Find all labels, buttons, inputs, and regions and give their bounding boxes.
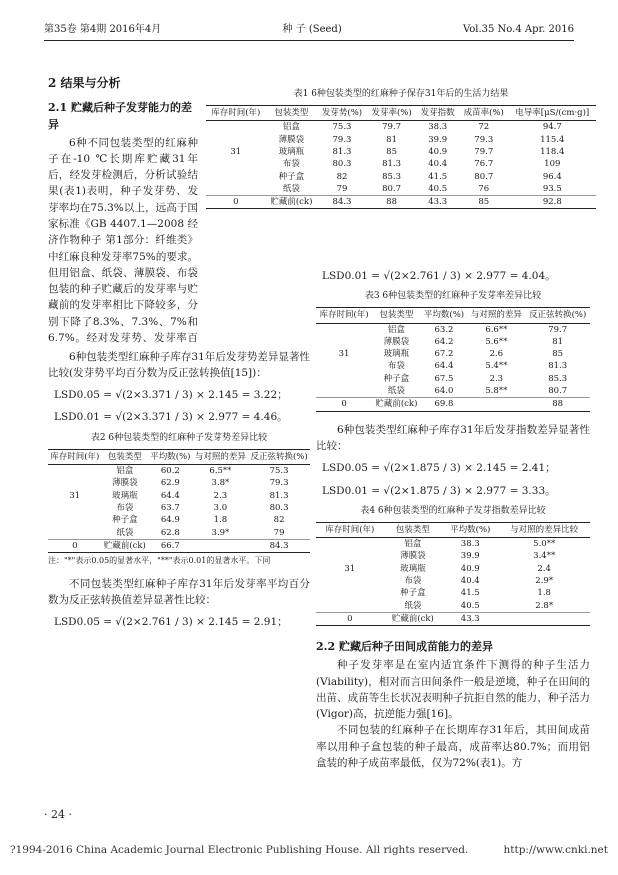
table-header: 包装类型 <box>266 105 318 120</box>
table-cell: 铝盒 <box>282 122 300 133</box>
table-cell: 85 <box>386 146 397 157</box>
table-cell <box>316 336 372 348</box>
table-cell: 79.3 <box>269 478 289 489</box>
table-cell <box>498 612 590 625</box>
table-cell: 玻璃瓶 <box>383 349 410 360</box>
table-cell: 40.5 <box>460 600 480 611</box>
table-cell: 31 <box>230 146 242 157</box>
table-cell: 贮藏前(ck) <box>266 196 318 209</box>
table-cell: 31 <box>338 349 350 360</box>
table-cell: 67.2 <box>434 349 454 360</box>
equation-3: LSD0.05 = √(2×2.761 / 3) × 2.145 = 2.91； <box>54 616 288 629</box>
table-cell: 79 <box>273 527 285 538</box>
table-cell: 玻璃瓶 <box>400 563 426 574</box>
table-cell: 81.3 <box>548 361 568 372</box>
table-cell: 5.4** <box>485 361 508 372</box>
paragraph-6: 不同包装的红麻种子在长期库存31年后，其田间成苗率以用种子盒包装的种子最高，成苗率达80.7%；而用铝盒装的种子成苗率最低，仅为72%(表1)。方 <box>316 724 590 769</box>
table-cell: 85 <box>552 349 564 360</box>
table-cell: 40.9 <box>428 146 448 157</box>
table-cell: 薄膜袋 <box>112 478 138 489</box>
table-header: 与对照的差异比较 <box>498 522 590 537</box>
table-cell: 40.4 <box>428 159 448 170</box>
table-row <box>316 385 590 398</box>
table-cell <box>48 465 102 478</box>
table-cell: 0 <box>206 196 266 209</box>
table-cell: 0 <box>48 539 102 552</box>
table-cell <box>193 539 249 552</box>
table-2-caption: 表2 6种包装类型的红麻种子发芽势差异比较 <box>90 432 268 443</box>
table-row <box>316 575 590 587</box>
table-cell: 76 <box>478 183 490 194</box>
table-cell: 41.5 <box>428 171 448 182</box>
table-cell: 铝盒 <box>387 324 405 335</box>
table-cell: 115.4 <box>540 134 565 145</box>
table-cell: 2.9* <box>535 575 554 586</box>
table-cell: 80.3 <box>332 159 352 170</box>
table-header: 平均数(%) <box>421 308 468 323</box>
table-cell: 75.3 <box>269 466 289 476</box>
table-row <box>316 563 590 575</box>
table-cell: 69.8 <box>421 398 468 411</box>
table-3 <box>316 290 590 411</box>
table-cell: 62.9 <box>160 478 180 489</box>
left-column <box>48 54 310 636</box>
table-cell: 5.0** <box>533 539 556 550</box>
table-cell: 84.3 <box>248 539 310 552</box>
table-cell <box>316 538 384 551</box>
paragraph-4: 6种包装类型红麻种子库存31年后发芽指数差异显著性比较： <box>316 423 590 452</box>
table-header: 发芽势(%) <box>317 105 367 120</box>
table-cell: 40.4 <box>460 575 480 586</box>
table-cell: 64.2 <box>434 336 454 347</box>
table-header: 库存时间(年) <box>316 522 384 537</box>
table-row <box>316 612 590 625</box>
table-row <box>48 514 310 526</box>
table-cell <box>316 550 384 562</box>
table-cell: 0 <box>316 398 372 411</box>
table-cell: 85 <box>459 196 509 209</box>
table-4 <box>316 505 590 626</box>
table-cell: 纸袋 <box>404 600 422 611</box>
table-header: 包装类型 <box>372 308 421 323</box>
table-cell: 2.8* <box>535 600 554 611</box>
footer <box>10 842 608 858</box>
table-cell: 79 <box>336 183 348 194</box>
table-cell: 88 <box>367 196 417 209</box>
table-cell: 79.3 <box>332 134 352 145</box>
table-cell: 72 <box>478 122 490 133</box>
table-cell: 种子盒 <box>383 373 410 384</box>
subsection-2-1: 2.1 贮藏后种子发芽能力的差异 <box>48 100 192 131</box>
table-header: 平均数(%) <box>442 522 498 537</box>
table-2 <box>48 432 310 568</box>
table-cell: 1.8 <box>537 588 551 599</box>
table-cell <box>48 477 102 489</box>
table-row <box>316 323 590 336</box>
subsection-2-2: 2.2 贮藏后种子田间成苗能力的差异 <box>316 640 493 654</box>
table-row <box>48 477 310 489</box>
table-cell: 1.8 <box>213 515 228 526</box>
table-cell: 64.0 <box>434 386 454 397</box>
table-header: 包装类型 <box>102 449 148 464</box>
table-row <box>48 502 310 514</box>
table-cell: 6.6** <box>485 324 508 335</box>
table-cell: 76.7 <box>474 159 494 170</box>
table-cell: 6.5** <box>209 466 232 476</box>
table-cell: 94.7 <box>542 122 562 133</box>
table-row <box>316 550 590 562</box>
table-cell: 64.9 <box>160 515 180 526</box>
table-4-caption: 表4 6种包装类型的红麻种子发芽指数差异比较 <box>360 505 546 516</box>
table-cell: 薄膜袋 <box>400 551 426 562</box>
table-header: 库存时间(年) <box>316 308 372 323</box>
table-cell: 种子盒 <box>400 588 426 599</box>
table-cell <box>316 575 384 587</box>
page-number: · 24 · <box>44 808 72 821</box>
table-cell: 79.7 <box>474 146 494 157</box>
table-cell: 80.7 <box>548 386 568 397</box>
table-cell: 81.3 <box>269 490 289 501</box>
table-cell: 81 <box>552 336 564 347</box>
table-cell: 81.3 <box>382 159 402 170</box>
table-cell: 3.9* <box>211 527 230 538</box>
table-cell: 64.4 <box>160 490 180 501</box>
table-cell: 纸袋 <box>282 183 300 194</box>
table-cell: 纸袋 <box>116 527 134 538</box>
table-cell: 2.3 <box>489 373 504 384</box>
table-cell: 薄膜袋 <box>383 336 410 347</box>
table-cell: 67.5 <box>434 373 454 384</box>
header-center: 种 子 (Seed) <box>282 24 342 35</box>
table-cell: 贮藏前(ck) <box>372 398 421 411</box>
table-row <box>316 373 590 385</box>
right-column <box>316 262 590 771</box>
table-cell: 31 <box>69 490 81 501</box>
table-header: 反正弦转换(%) <box>248 449 310 464</box>
table-cell: 31 <box>344 563 356 574</box>
table-cell: 贮藏前(ck) <box>102 539 148 552</box>
running-header <box>44 22 574 41</box>
table-cell: 3.4** <box>533 551 556 562</box>
equation-2: LSD0.01 = √(2×3.371 / 3) × 2.977 = 4.46。 <box>54 411 288 424</box>
table-cell: 80.3 <box>269 502 289 513</box>
table-header: 成苗率(%) <box>459 105 509 120</box>
table-row <box>316 538 590 551</box>
table-cell: 75.3 <box>332 122 352 133</box>
table-cell: 66.7 <box>148 539 193 552</box>
table-row <box>316 600 590 613</box>
table-cell: 38.3 <box>460 539 480 550</box>
table-cell: 118.4 <box>540 146 565 157</box>
section-title: 2 结果与分析 <box>48 76 121 90</box>
table-cell: 3.8* <box>211 478 230 489</box>
table-cell: 41.5 <box>460 588 480 599</box>
table-row <box>48 465 310 478</box>
header-right: Vol.35 No.4 Apr. 2016 <box>462 24 574 35</box>
table-cell <box>316 385 372 398</box>
table-cell: 109 <box>544 159 561 170</box>
table-cell: 79.3 <box>474 134 494 145</box>
table-row <box>316 348 590 360</box>
table-cell <box>316 373 372 385</box>
table-cell: 2.3 <box>213 490 228 501</box>
table-cell: 贮藏前(ck) <box>384 612 443 625</box>
table-cell: 88 <box>525 398 590 411</box>
table-cell: 92.8 <box>509 196 596 209</box>
table-cell: 96.4 <box>542 171 562 182</box>
table-cell: 60.2 <box>160 466 180 476</box>
table-cell: 64.4 <box>434 361 454 372</box>
paragraph-5: 种子发芽率是在室内适宜条件下测得的种子生活力(Viability)，相对而言田间条件一般是逆境，种子在田间的出苗、成苗等生长状况表明种子抗拒自然的能力，种子活力(Vigor)高，抗逆能力强[16]。 <box>316 659 590 721</box>
table-cell: 63.7 <box>160 502 180 513</box>
table-cell: 5.6** <box>485 336 508 347</box>
table-cell: 38.3 <box>428 122 448 133</box>
table-row <box>48 490 310 502</box>
table-header: 发芽率(%) <box>367 105 417 120</box>
table-cell: 玻璃瓶 <box>278 146 305 157</box>
table-cell: 0 <box>316 612 384 625</box>
paragraph-2: 6种包装类型红麻种子库存31年后发芽势差异显著性比较(发芽势平均百分数为反正弦转换值[15])： <box>48 350 310 379</box>
equation-5: LSD0.05 = √(2×1.875 / 3) × 2.145 = 2.41； <box>322 462 556 475</box>
table-cell: 玻璃瓶 <box>112 490 138 501</box>
table-row <box>316 587 590 599</box>
table-cell: 81 <box>386 134 397 145</box>
table-header: 与对照的差异 <box>467 308 525 323</box>
table-cell: 85.3 <box>548 373 568 384</box>
table-row <box>48 527 310 540</box>
table-cell: 40.9 <box>460 563 480 574</box>
table-cell <box>316 323 372 336</box>
table-note: 注："*"表示0.05的显著水平，"**"表示0.01的显著水平。下同 <box>48 556 271 566</box>
table-header: 发芽指数 <box>416 105 459 120</box>
table-cell: 纸袋 <box>387 386 405 397</box>
table-cell: 5.8** <box>485 386 508 397</box>
table-cell: 薄膜袋 <box>278 134 305 145</box>
table-3-caption: 表3 6种包装类型的红麻种子发芽率差异比较 <box>364 291 542 302</box>
table-cell: 2.6 <box>489 349 504 360</box>
table-cell: 80.7 <box>474 171 494 182</box>
footer-copyright: ?1994-2016 China Academic Journal Electronic Publishing House. All rights reserved. <box>10 844 469 856</box>
table-cell <box>316 360 372 372</box>
table-cell: 布袋 <box>387 361 405 372</box>
table-cell: 39.9 <box>460 551 480 562</box>
table-cell: 铝盒 <box>116 466 134 476</box>
table-cell <box>467 398 525 411</box>
header-left: 第35卷 第4期 2016年4月 <box>44 24 162 35</box>
table-cell: 84.3 <box>317 196 367 209</box>
footer-url: http://www.cnki.net <box>503 844 608 856</box>
table-row <box>316 336 590 348</box>
table-header: 包装类型 <box>384 522 443 537</box>
table-row <box>316 398 590 411</box>
table-cell: 39.9 <box>428 134 448 145</box>
table-header: 库存时间(年) <box>48 449 102 464</box>
table-cell: 79.7 <box>382 122 402 133</box>
table-cell: 79.7 <box>548 324 568 335</box>
table-cell <box>48 514 102 526</box>
table-row <box>316 360 590 372</box>
table-cell: 82 <box>336 171 348 182</box>
equation-1: LSD0.05 = √(2×3.371 / 3) × 2.145 = 3.22； <box>54 389 288 402</box>
table-1-caption: 表1 6种包装类型的红麻种子保存31年后的生活力结果 <box>293 89 509 99</box>
table-cell: 布袋 <box>282 159 300 170</box>
paragraph-3: 不同包装类型红麻种子库存31年后发芽率平均百分数为反正弦转换值差异显著性比较： <box>48 577 310 606</box>
table-cell: 81.3 <box>332 146 352 157</box>
table-cell <box>316 600 384 613</box>
table-row <box>48 539 310 552</box>
table-cell: 铝盒 <box>404 539 422 550</box>
table-header: 反正弦转换(%) <box>525 308 590 323</box>
table-cell: 80.7 <box>382 183 402 194</box>
table-cell: 布袋 <box>404 575 422 586</box>
table-header: 平均数(%) <box>148 449 193 464</box>
table-header: 与对照的差异 <box>193 449 249 464</box>
table-cell: 93.5 <box>542 183 562 194</box>
table-cell: 种子盒 <box>112 515 138 526</box>
table-cell: 种子盒 <box>278 171 305 182</box>
table-cell: 40.5 <box>428 183 448 194</box>
table-cell: 62.8 <box>160 527 180 538</box>
table-cell: 82 <box>273 515 285 526</box>
table-cell <box>316 587 384 599</box>
table-header: 库存时间(年) <box>206 105 266 120</box>
table-cell: 2.4 <box>537 563 551 574</box>
table-cell: 43.3 <box>442 612 498 625</box>
table-cell <box>48 527 102 540</box>
table-cell: 85.3 <box>382 171 402 182</box>
paragraph-1a: 6种不同包装类型的红麻种子在-10 ℃长期库贮藏31年后，经发芽检测后，分析试验结果(表1)表明，种子发芽势、发芽率均在75.3%以上，远高于国家标准《GB 4407.1—2008 经济作物种子 第1部分：纤维类》中红麻良种发芽率75%的要求。但用铝盒、纸袋、薄膜袋、布袋包装的种子贮藏后的发芽率与贮藏前的发芽率相比下降较多，分别下降了8.3%、7.3%、7%和6.7%。经对发芽势、发芽率百 <box>48 136 198 344</box>
table-cell: 3.0 <box>213 502 228 513</box>
table-cell: 布袋 <box>116 502 134 513</box>
equation-4: LSD0.01 = √(2×2.761 / 3) × 2.977 = 4.04。 <box>322 270 556 282</box>
table-cell: 43.3 <box>416 196 459 209</box>
table-header: 电导率[μS/(cm·g)] <box>509 105 596 120</box>
table-cell: 63.2 <box>434 324 454 335</box>
equation-6: LSD0.01 = √(2×1.875 / 3) × 2.977 = 3.33。 <box>322 484 556 497</box>
table-cell <box>48 502 102 514</box>
